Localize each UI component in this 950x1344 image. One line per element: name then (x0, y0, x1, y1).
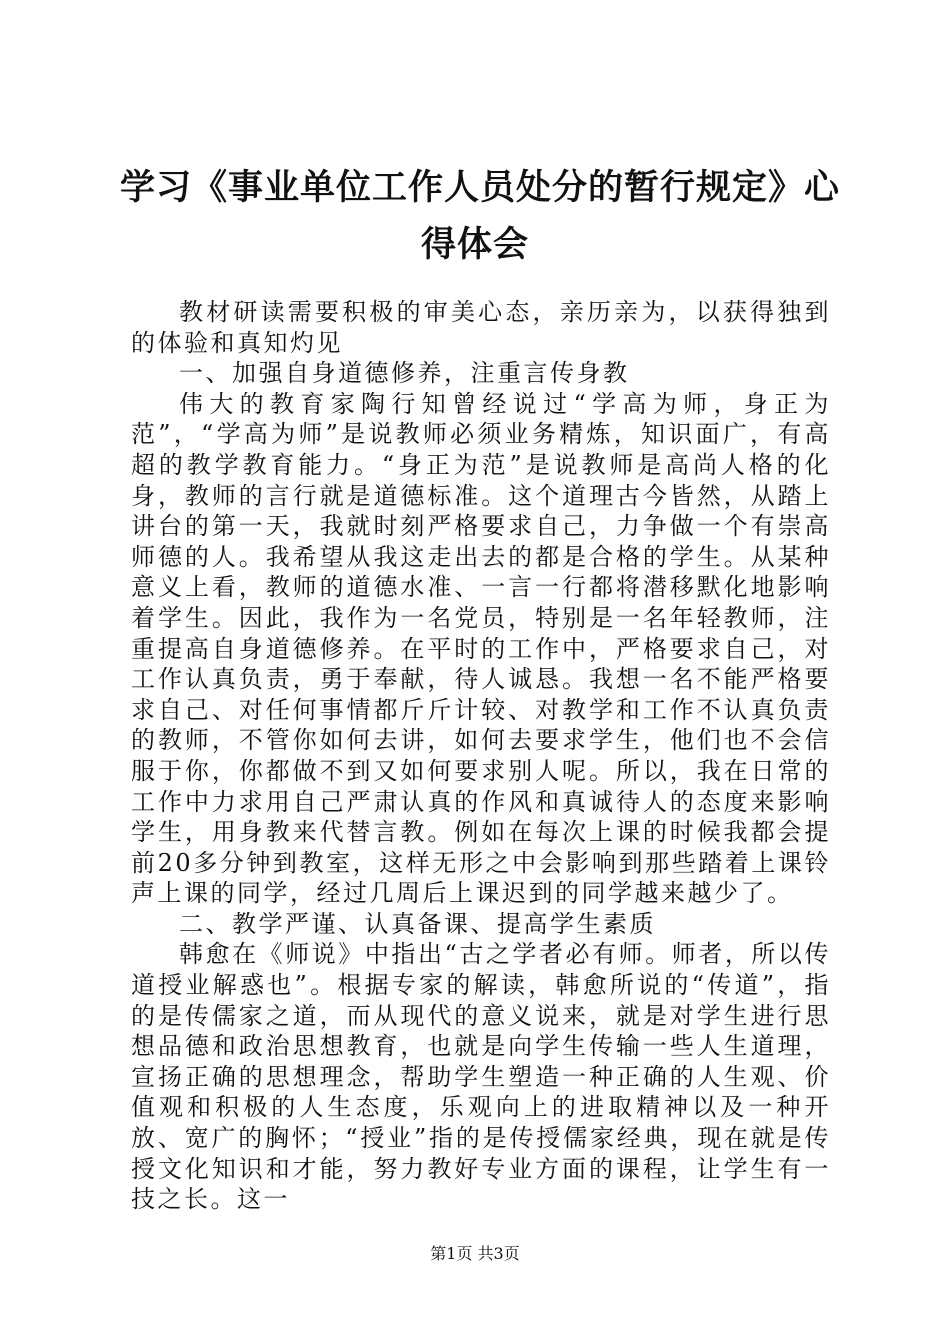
body-paragraph-2: 韩愈在《师说》中指出“古之学者必有师。师者，所以传道授业解惑也”。根据专家的解读，韩愈所说的“传道”，指的是传儒家之道，而从现代的意义说来，就是对学生进行思想品德和政治思想教育，也就是向学生传输一些人生道理，宣扬正确的思想理念，帮助学生塑造一种正确的人生观、价值观和积极的人生态度，乐观向上的进取精神以及一种开放、宽广的胸怀；“授业”指的是传授儒家经典，现在就是传授文化知识和才能，努力教好专业方面的课程，让学生有一技之长。这一 (131, 940, 831, 1214)
section-heading-1: 一、加强自身道德修养，注重言传身教 (179, 359, 630, 388)
section-heading-2: 二、教学严谨、认真备课、提高学生素质 (179, 909, 656, 938)
page-title-line-2: 得体会 (420, 225, 529, 265)
document-body (131, 297, 831, 1215)
body-paragraph-1: 伟大的教育家陶行知曾经说过“学高为师，身正为范”，“学高为师”是说教师必须业务精炼，知识面广，有高超的教学教育能力。“身正为范”是说教师是高尚人格的化身，教师的言行就是道德标准。这个道理古今皆然，从踏上讲台的第一天，我就时刻严格要求自己，力争做一个有崇高师德的人。我希望从我这走出去的都是合格的学生。从某种意义上看，教师的道德水准、一言一行都将潜移默化地影响着学生。因此，我作为一名党员，特别是一名年轻教师，注重提高自身道德修养。在平时的工作中，严格要求自己，对工作认真负责，勇于奉献，待人诚恳。我想一名不能严格要求自己、对任何事情都斤斤计较、对教学和工作不认真负责的教师，不管你如何去讲，如何去要求学生，他们也不会信服于你，你都做不到又如何要求别人呢。所以，我在日常的工作中力求用自己严肃认真的作风和真诚待人的态度来影响学生，用身教来代替言教。例如在每次上课的时候我都会提前20多分钟到教室，这样无形之中会影响到那些踏着上课铃声上课的同学，经过几周后上课迟到的同学越来越少了。 (131, 389, 831, 908)
page-number: 第1页 共3页 (430, 1244, 520, 1263)
page-title (120, 160, 841, 274)
page-footer (0, 1244, 950, 1264)
intro-paragraph: 教材研读需要积极的审美心态，亲历亲为，以获得独到的体验和真知灼见 (131, 298, 831, 357)
page-title-line-1: 学习《事业单位工作人员处分的暂行规定》心 (120, 168, 841, 208)
